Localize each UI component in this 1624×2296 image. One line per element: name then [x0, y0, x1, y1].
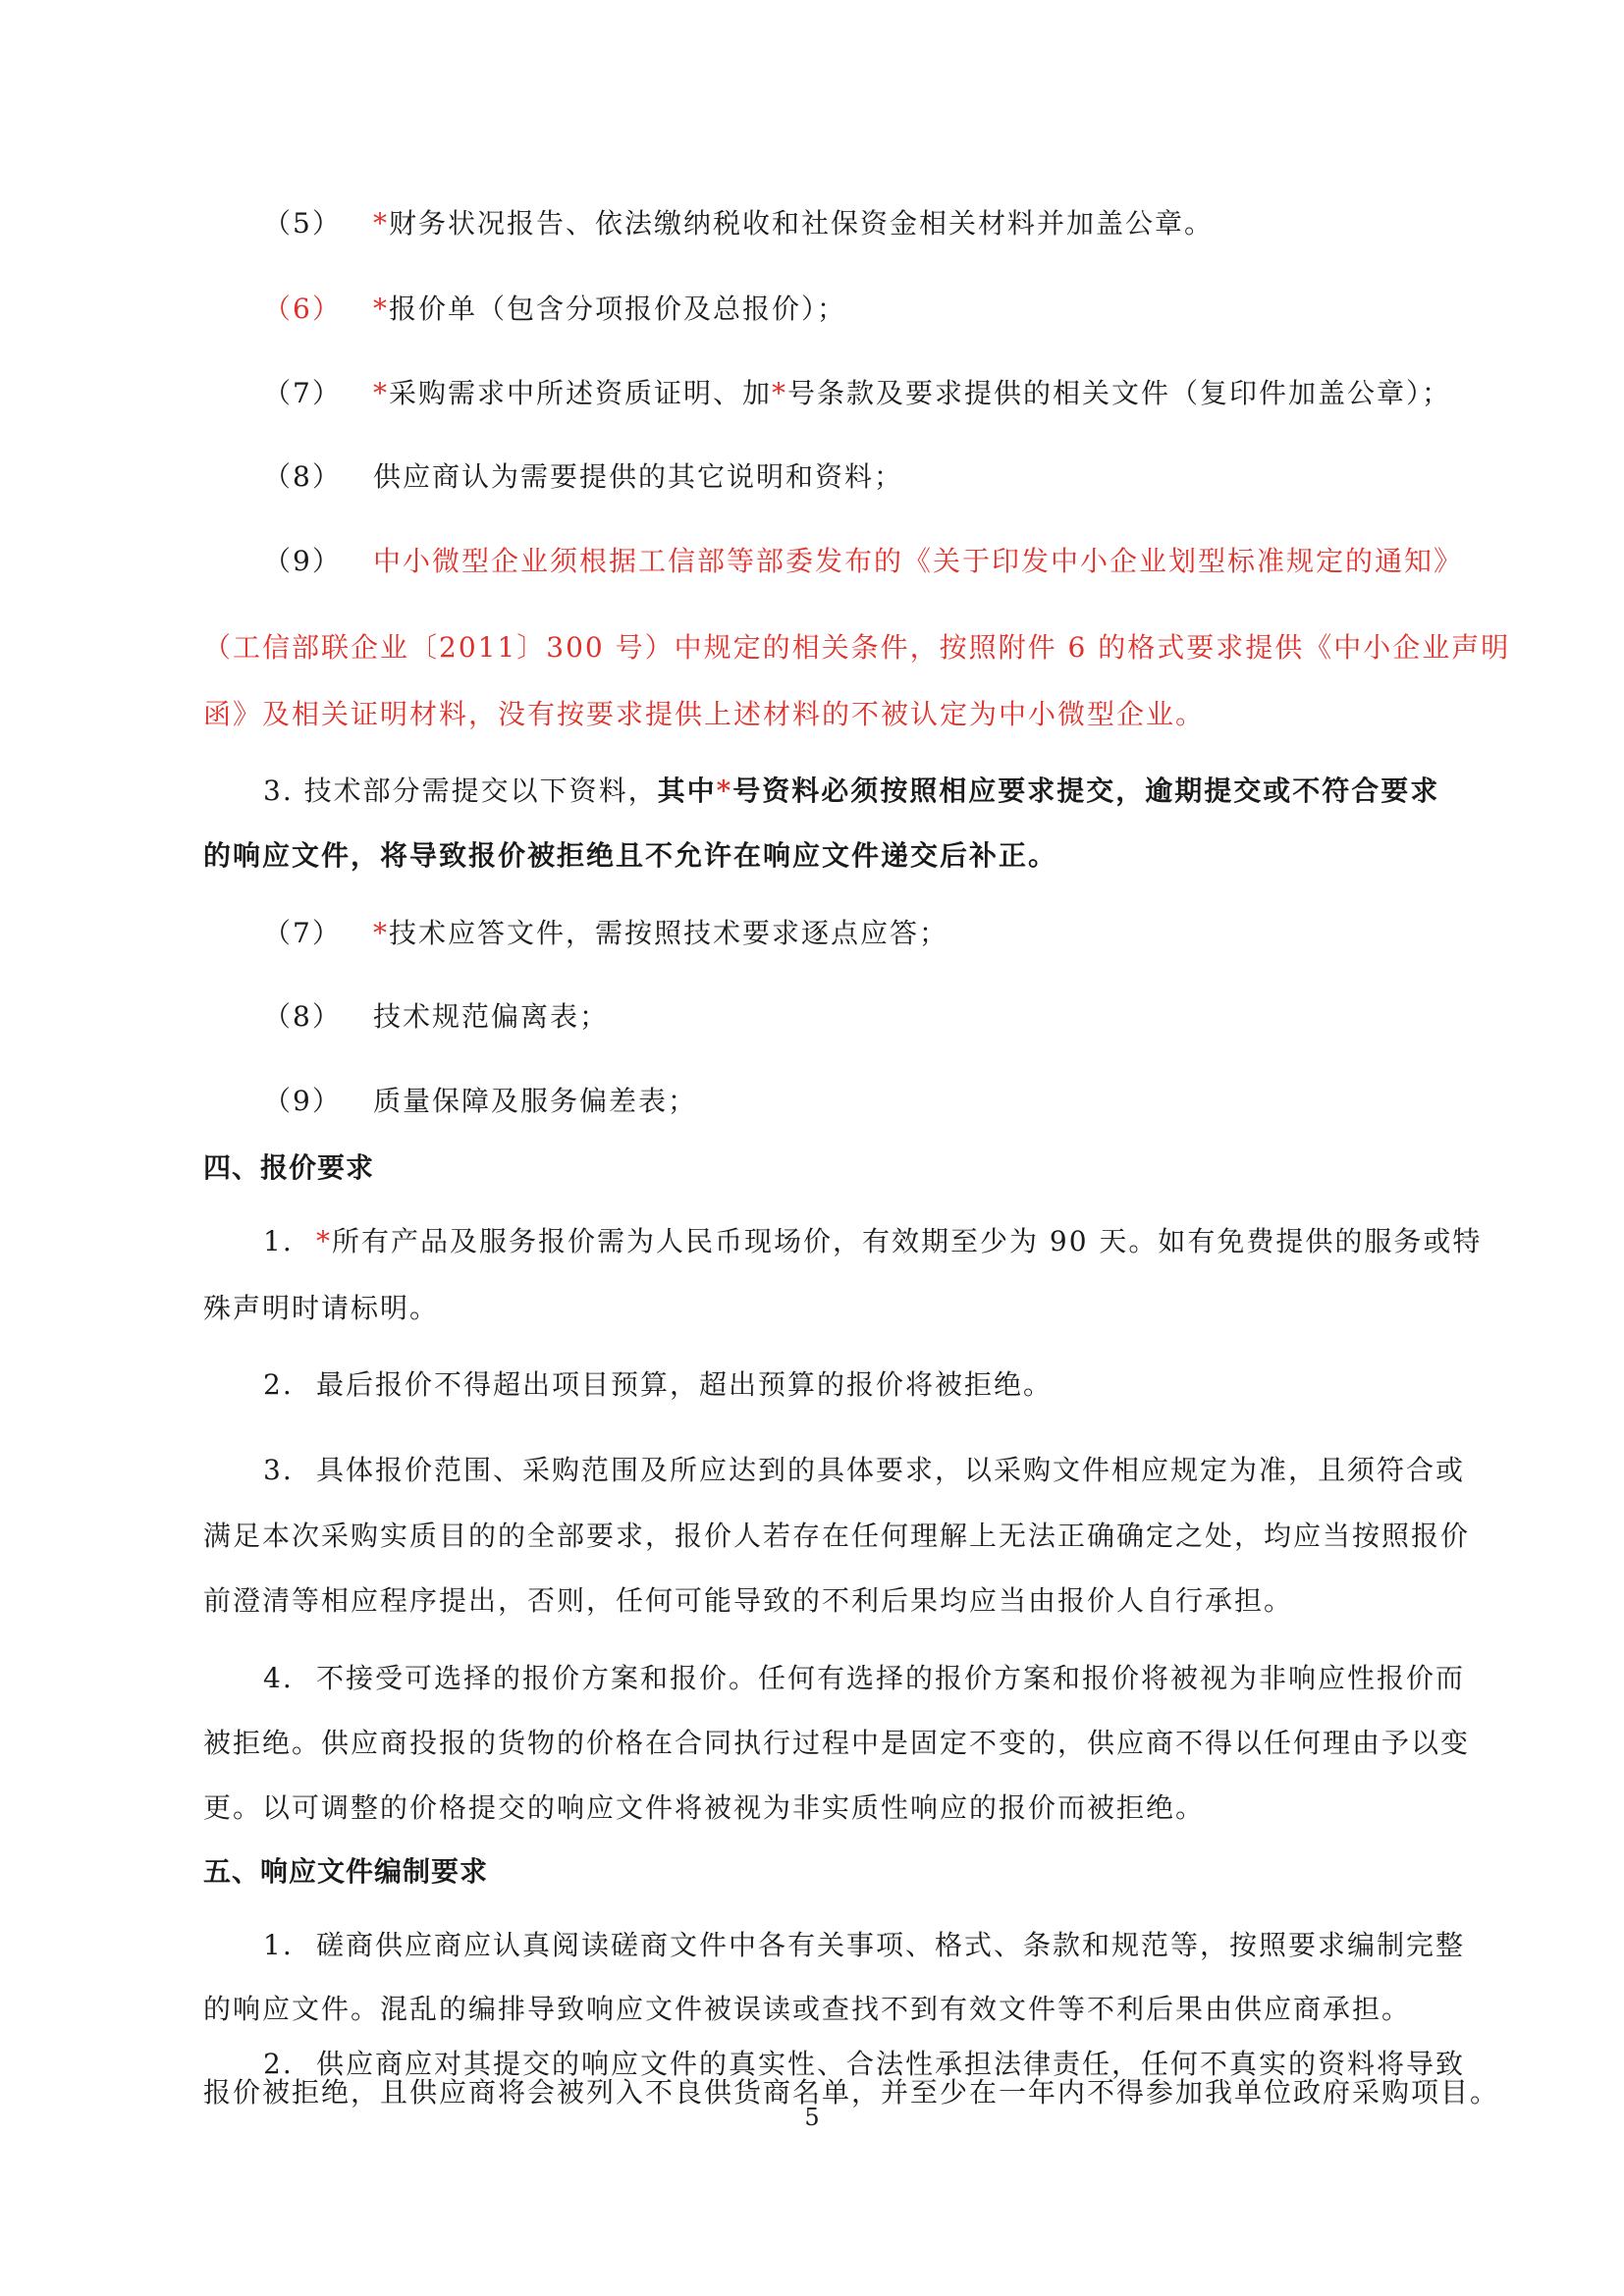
item-text: 技术规范偏离表； [373, 1000, 610, 1033]
s4-p2-line1 [263, 1365, 1490, 1405]
tech-lead: 3. 技术部分需提交以下资料， [263, 774, 658, 807]
s4-p1-line2: 殊声明时请标明。 [203, 1292, 440, 1324]
required-star: * [716, 774, 733, 807]
item-5 [263, 204, 1490, 243]
item-6 [263, 290, 1490, 329]
para-text: 所有产品及服务报价需为人民币现场价，有效期至少为 90 天。如有免费提供的服务或特 [332, 1225, 1483, 1257]
item-text: 供应商认为需要提供的其它说明和资料； [373, 460, 904, 493]
item-number: （7） [263, 917, 342, 949]
para-number: 2. [263, 1368, 294, 1401]
s4-p4-line3: 更。以可调整的价格提交的响应文件将被视为非实质性响应的报价而被拒绝。 [203, 1791, 1206, 1824]
required-star: * [373, 293, 389, 325]
section-4-heading: 四、报价要求 [203, 1151, 375, 1184]
para-number: 1. [263, 1929, 294, 1961]
tech-item-8 [263, 997, 1490, 1037]
para-number: 3. [263, 1454, 294, 1486]
item-number: （6） [263, 293, 342, 325]
para-number: 1. [263, 1225, 294, 1257]
para-text: 最后报价不得超出项目预算，超出预算的报价将被拒绝。 [316, 1368, 1054, 1401]
tech-paragraph-line1 [263, 772, 1490, 811]
item-8 [263, 457, 1490, 497]
required-star: * [772, 377, 788, 409]
item-7 [263, 374, 1490, 413]
tech-item-7 [263, 914, 1490, 953]
page-number: 5 [804, 2104, 820, 2131]
s4-p3-line1 [263, 1451, 1490, 1490]
s4-p3-line3: 前澄清等相应程序提出，否则，任何可能导致的不利后果均应当由报价人自行承担。 [203, 1584, 1294, 1617]
item-text: 报价单（包含分项报价及总报价）； [389, 293, 847, 325]
required-star: * [373, 917, 389, 949]
tech-bold: 号资料必须按照相应要求提交，逾期提交或不符合要求 [732, 774, 1440, 807]
item-number: （8） [263, 460, 342, 493]
para-number: 2. [263, 2048, 294, 2080]
item-text: 中小微型企业须根据工信部等部委发布的《关于印发中小企业划型标准规定的通知》 [373, 545, 1464, 577]
tech-item-9 [263, 1082, 1490, 1121]
s4-p3-line2: 满足本次采购实质目的的全部要求，报价人若存在任何理解上无法正确确定之处，均应当按照报价 [203, 1520, 1471, 1552]
tech-paragraph-line2: 的响应文件，将导致报价被拒绝且不允许在响应文件递交后补正。 [203, 839, 1058, 872]
item-9 [263, 542, 1490, 581]
para-text: 不接受可选择的报价方案和报价。任何有选择的报价方案和报价将被视为非响应性报价而 [316, 1662, 1466, 1694]
s5-p2-line2: 报价被拒绝，且供应商将会被列入不良供货商名单，并至少在一年内不得参加我单位政府采购项目。 [203, 2076, 1500, 2109]
s4-p4-line2: 被拒绝。供应商投报的货物的价格在合同执行过程中是固定不变的，供应商不得以任何理由予以变 [203, 1727, 1471, 1759]
item-9-line3: 函》及相关证明材料，没有按要求提供上述材料的不被认定为中小微型企业。 [203, 698, 1206, 730]
required-star: * [373, 377, 389, 409]
required-star: * [373, 207, 389, 240]
s4-p1-line1 [263, 1222, 1490, 1261]
para-text: 磋商供应商应认真阅读磋商文件中各有关事项、格式、条款和规范等，按照要求编制完整 [316, 1929, 1466, 1961]
tech-bold: 其中 [657, 774, 717, 807]
item-text: 质量保障及服务偏差表； [373, 1085, 698, 1117]
item-text: 技术应答文件，需按照技术要求逐点应答； [389, 917, 949, 949]
para-text: 供应商应对其提交的响应文件的真实性、合法性承担法律责任，任何不真实的资料将导致 [316, 2048, 1466, 2080]
item-number: （9） [263, 1085, 342, 1117]
item-number: （9） [263, 545, 342, 577]
para-number: 4. [263, 1662, 294, 1694]
item-text: 财务状况报告、依法缴纳税收和社保资金相关材料并加盖公章。 [389, 207, 1215, 240]
section-5-heading: 五、响应文件编制要求 [203, 1855, 489, 1888]
para-text: 具体报价范围、采购范围及所应达到的具体要求，以采购文件相应规定为准，且须符合或 [316, 1454, 1466, 1486]
item-number: （5） [263, 207, 342, 240]
item-text: 采购需求中所述资质证明、加 [389, 377, 773, 409]
required-star: * [316, 1225, 332, 1257]
item-number: （7） [263, 377, 342, 409]
item-9-line2: （工信部联企业〔2011〕300 号）中规定的相关条件，按照附件 6 的格式要求提供《中小企业声明 [203, 631, 1511, 664]
item-number: （8） [263, 1000, 342, 1033]
s5-p1-line2: 的响应文件。混乱的编排导致响应文件被误读或查找不到有效文件等不利后果由供应商承担。 [203, 1993, 1412, 2025]
s5-p1-line1 [263, 1926, 1490, 1965]
s4-p4-line1 [263, 1659, 1490, 1698]
item-text: 号条款及要求提供的相关文件（复印件加盖公章）； [787, 377, 1452, 409]
